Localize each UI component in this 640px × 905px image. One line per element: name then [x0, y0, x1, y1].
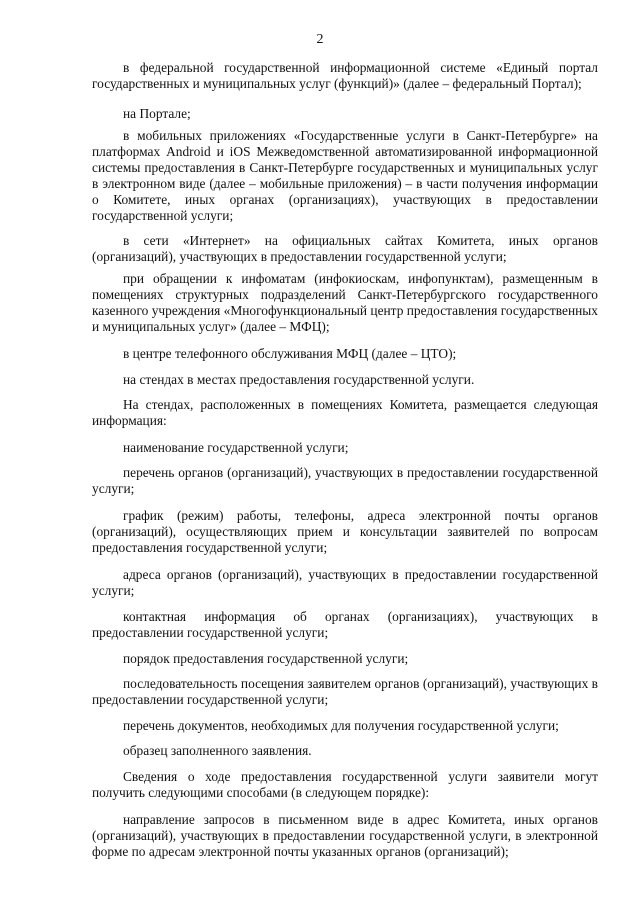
- paragraph-federal-portal: в федеральной государственной информационной системе «Единый портал государственных и муниципальных услуг (функций)» (далее – федеральный Портал);: [92, 60, 598, 91]
- paragraph-application-sample: образец заполненного заявления.: [123, 743, 312, 758]
- paragraph-visit-sequence: последовательность посещения заявителем органов (организаций), участвующих в предоставлении государственной услуги;: [92, 676, 598, 707]
- paragraph-internet-sites: в сети «Интернет» на официальных сайтах Комитета, иных органов (организаций), участвующих в предоставлении государственной услуги;: [92, 233, 598, 264]
- paragraph-procedure: порядок предоставления государственной услуги;: [123, 651, 409, 666]
- paragraph-stands: на стендах в местах предоставления государственной услуги.: [123, 372, 475, 387]
- paragraph-mobile-apps: в мобильных приложениях «Государственные услуги в Санкт-Петербурге» на платформах Android и iOS Межведомственной автоматизированной информационной системы предоставления в Санкт-Петербурге государственных и муниципальных услуг в электронном виде (далее – мобильные приложения) – в части получения информации о Комитете, иных органах (организациях), участвующих в предоставлении государственной услуги;: [92, 128, 598, 223]
- paragraph-documents-list: перечень документов, необходимых для получения государственной услуги;: [123, 718, 559, 733]
- paragraph-addresses: адреса органов (организаций), участвующих в предоставлении государственной услуги;: [92, 567, 598, 598]
- paragraph-infomats: при обращении к инфоматам (инфокиоскам, инфопунктам), размещенным в помещениях структурных подразделений Санкт-Петербургского государственного казенного учреждения «Многофункциональный центр предоставления государственных и муниципальных услуг» (далее – МФЦ);: [92, 271, 598, 334]
- page-number: 2: [316, 32, 324, 47]
- paragraph-service-name: наименование государственной услуги;: [123, 440, 349, 455]
- paragraph-written-requests: направление запросов в письменном виде в адрес Комитета, иных органов (организаций), участвующих в предоставлении государственной услуги, в электронной форме по адресам электронной почты указанных органов (организаций);: [92, 812, 598, 859]
- paragraph-organizations-list: перечень органов (организаций), участвующих в предоставлении государственной услуги;: [92, 465, 598, 496]
- paragraph-portal: на Портале;: [123, 106, 191, 121]
- paragraph-stands-info-intro: На стендах, расположенных в помещениях Комитета, размещается следующая информация:: [92, 397, 598, 428]
- paragraph-progress-info: Сведения о ходе предоставления государственной услуги заявители могут получить следующими способами (в следующем порядке):: [92, 769, 598, 800]
- paragraph-call-center: в центре телефонного обслуживания МФЦ (далее – ЦТО);: [123, 346, 457, 361]
- paragraph-schedule-contacts: график (режим) работы, телефоны, адреса электронной почты органов (организаций), осуществляющих прием и консультации заявителей по вопросам предоставления государственной услуги;: [92, 508, 598, 555]
- paragraph-contact-info: контактная информация об органах (организациях), участвующих в предоставлении государственной услуги;: [92, 609, 598, 640]
